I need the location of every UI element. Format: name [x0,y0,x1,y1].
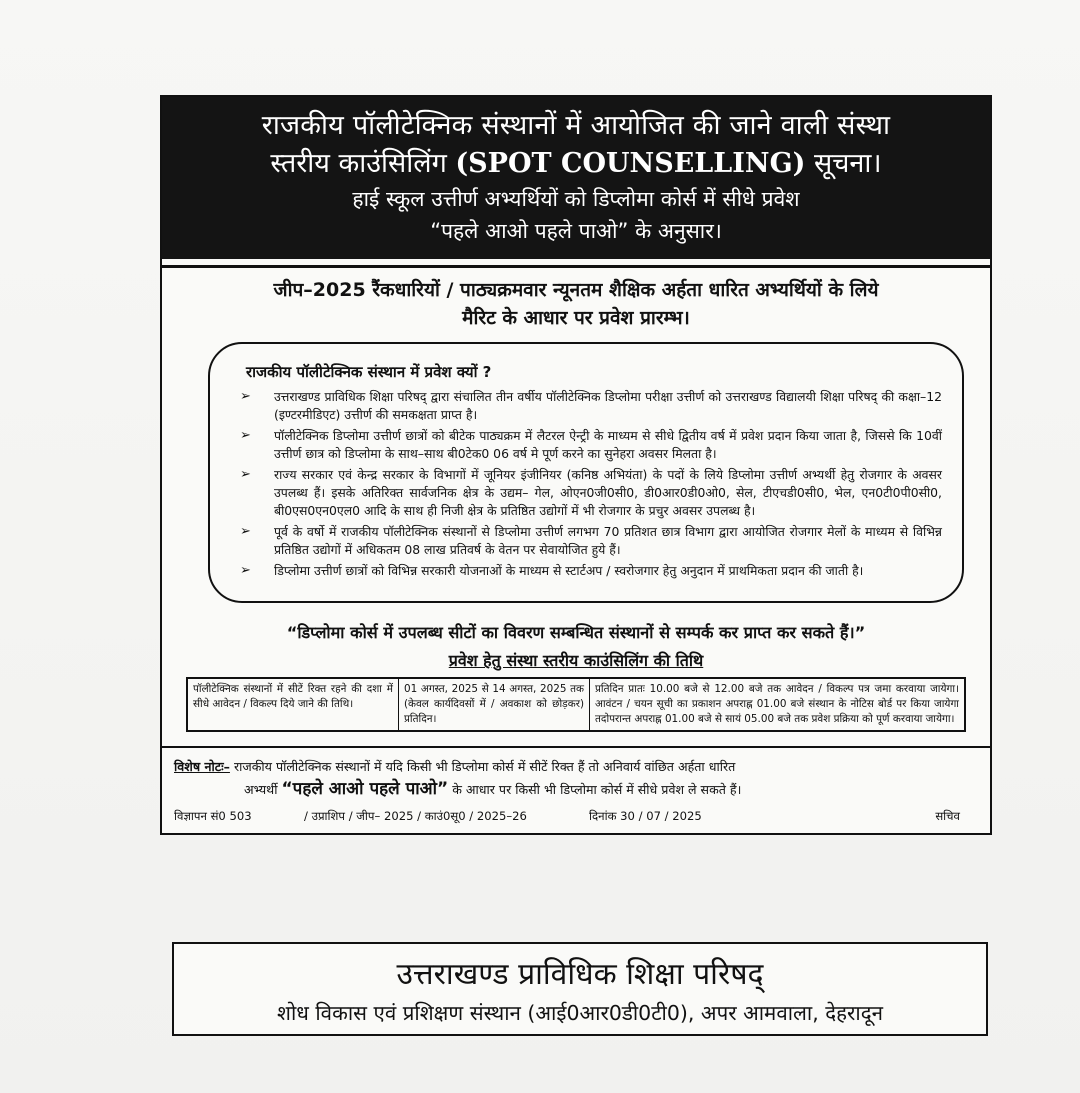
list-item-text: पॉलीटेक्निक डिप्लोमा उत्तीर्ण छात्रों को बीटेक पाठ्यक्रम में लैटरल ऐन्ट्री के माध्यम से सीधे द्वितीय वर्ष में प्रवेश प्रदान किया जाता है, जिससे कि 10वीं उत्तीर्ण छात्र को डिप्लोमा के साथ–साथ बी0टेक0 06 वर्ष मे पूर्ण करने का सुनेहरा अवसर मिलता है। [274,428,942,461]
schedule-cell-description: पॉलीटेक्निक संस्थानों में सीटें रिक्त रहने की दशा में सीधे आवेदन / विकल्प दिये जाने की तिथि। [187,678,399,731]
arrow-bullet-icon: ➢ [240,428,251,443]
arrow-bullet-icon: ➢ [240,389,251,404]
reference-number: / उप्राशिप / जीप– 2025 / काउं0सू0 / 2025–26 [304,809,527,823]
schedule-cell-timings: प्रतिदिन प्रातः 10.00 बजे से 12.00 बजे तक आवेदन / विकल्प पत्र जमा करवाया जायेगा। आवंटन / चयन सूची का प्रकाशन अपराह्न 01.00 बजे संस्थान के नोटिस बोर्ड पर किया जायेगा तदोपरान्त अपराह्न 01.00 बजे से सायं 05.00 बजे तक प्रवेश प्रक्रिया को पूर्ण करवाया जायेगा। [590,678,966,731]
special-note-label: विशेष नोटः– [174,759,230,774]
headline-line-2 [170,145,982,183]
list-item-text: राज्य सरकार एवं केन्द्र सरकार के विभागों में जूनियर इंजीनियर (कनिष्ठ अभियंता) के पदों के लिये डिप्लोमा उत्तीर्ण अभ्यर्थी हेतु रोजगार के अवसर उपलब्ध हैं। इसके अतिरिक्त सार्वजनिक क्षेत्र के उद्यम– गेल, ओएन0जी0सी0, डी0आर0डी0ओ0, सेल, टीएचडी0सी0, भेल, एन0टी0पी0सी0, बी0एस0एन0एल0 आदि के साथ ही निजी क्षेत्र के प्रतिष्ठित उद्योगों में भी रोजगार के प्रचुर अवसर उपलब्ध है। [274,467,942,518]
headline-line-2-post: सूचना। [814,148,882,179]
eligibility-line-2: मैरिट के आधार पर प्रवेश प्रारम्भ। [462,307,690,329]
list-item [234,388,942,424]
arrow-bullet-icon: ➢ [240,467,251,482]
issuer-organization: उत्तराखण्ड प्राविधिक शिक्षा परिषद् [396,957,764,992]
seat-availability-note: “डिप्लोमा कोर्स में उपलब्ध सीटों का विवरण सम्बन्धित संस्थानों से सम्पर्क कर प्राप्त कर सकते हैं।” [286,623,866,642]
why-admission-box [208,342,964,603]
special-note [162,746,990,833]
advertisement-number: विज्ञापन सं0 503 [174,809,252,823]
schedule-cell-dates: 01 अगस्त, 2025 से 14 अगस्त, 2025 तक (केवल कार्यदिवसों में / अवकाश को छोड़कर) प्रतिदिन। [399,678,590,731]
list-item-text: डिप्लोमा उत्तीर्ण छात्रों को विभिन्न सरकारी योजनाओं के माध्यम से स्टार्टअप / स्वरोजगार हेतु अनुदान में प्राथमिकता प्रदान की जाती है। [274,563,864,578]
eligibility-statement [174,276,978,332]
issuer-footer [172,942,988,1036]
signatory-designation: सचिव [935,809,960,823]
list-item [234,427,942,463]
headline-line-4: “पहले आओ पहले पाओ” के अनुसार। [430,219,722,243]
headline-line-3: हाई स्कूल उत्तीर्ण अभ्यर्थियों को डिप्लोमा कोर्स में सीधे प्रवेश [352,187,800,211]
schedule-heading: प्रवेश हेतु संस्था स्तरीय काउंसिलिंग की तिथि [448,651,704,670]
list-item [234,523,942,559]
schedule-table [186,677,966,732]
special-note-line-2 [174,778,978,801]
why-admission-title: राजकीय पॉलीटेक्निक संस्थान में प्रवेश क्यों ? [246,363,492,381]
notice-body [162,265,990,736]
special-note-line-1 [174,756,978,778]
list-item [234,562,942,580]
eligibility-line-1: जीप–2025 रैंकधारियों / पाठ्यक्रमवार न्यूनतम शैक्षिक अर्हता धारित अभ्यर्थियों के लिये [273,279,879,301]
reference-line [174,805,978,827]
arrow-bullet-icon: ➢ [240,563,251,578]
first-come-first-serve: “पहले आओ पहले पाओ” [281,779,449,799]
headline-banner [162,97,990,259]
spot-counselling-label: (SPOT COUNSELLING) [455,148,806,179]
headline-line-1: राजकीय पॉलीटेक्निक संस्थानों में आयोजित की जाने वाली संस्था [261,110,891,141]
arrow-bullet-icon: ➢ [240,524,251,539]
list-item [234,466,942,520]
notice-panel [160,95,992,835]
why-admission-list [234,388,942,580]
list-item-text: पूर्व के वर्षो में राजकीय पॉलीटेक्निक संस्थानों से डिप्लोमा उत्तीर्ण लगभग 70 प्रतिशत छात्र विभाग द्वारा आयोजित रोजगार मेलों के माध्यम से विभिन्न प्रतिष्ठित उद्योगों में अधिकतम 08 लाख प्रतिवर्ष के वेतन पर सेवायोजित हुये हैं। [274,524,942,557]
headline-line-2-pre: स्तरीय काउंसिलिंग [270,148,447,179]
table-row [187,678,965,731]
special-note-pre: अभ्यर्थी [244,782,282,797]
special-note-post: के आधार पर किसी भी डिप्लोमा कोर्स में सीधे प्रवेश ले सकते हैं। [448,782,742,797]
notice-date: दिनांक 30 / 07 / 2025 [589,809,702,823]
list-item-text: उत्तराखण्ड प्राविधिक शिक्षा परिषद् द्वारा संचालित तीन वर्षीय पॉलीटेक्निक डिप्लोमा परीक्षा उत्तीर्ण को उत्तराखण्ड विद्यालयी शिक्षा परिषद् की कक्षा–12 (इण्टरमीडिएट) उत्तीर्ण की समकक्षता प्राप्त है। [274,389,942,422]
special-note-text: राजकीय पॉलीटेक्निक संस्थानों में यदि किसी भी डिप्लोमा कोर्स में सीटें रिक्त हैं तो अनिवार्य वांछित अर्हता धारित [229,759,736,774]
issuer-institute: शोध विकास एवं प्रशिक्षण संस्थान (आई0आर0डी0टी0), अपर आमवाला, देहरादून [277,1001,883,1025]
